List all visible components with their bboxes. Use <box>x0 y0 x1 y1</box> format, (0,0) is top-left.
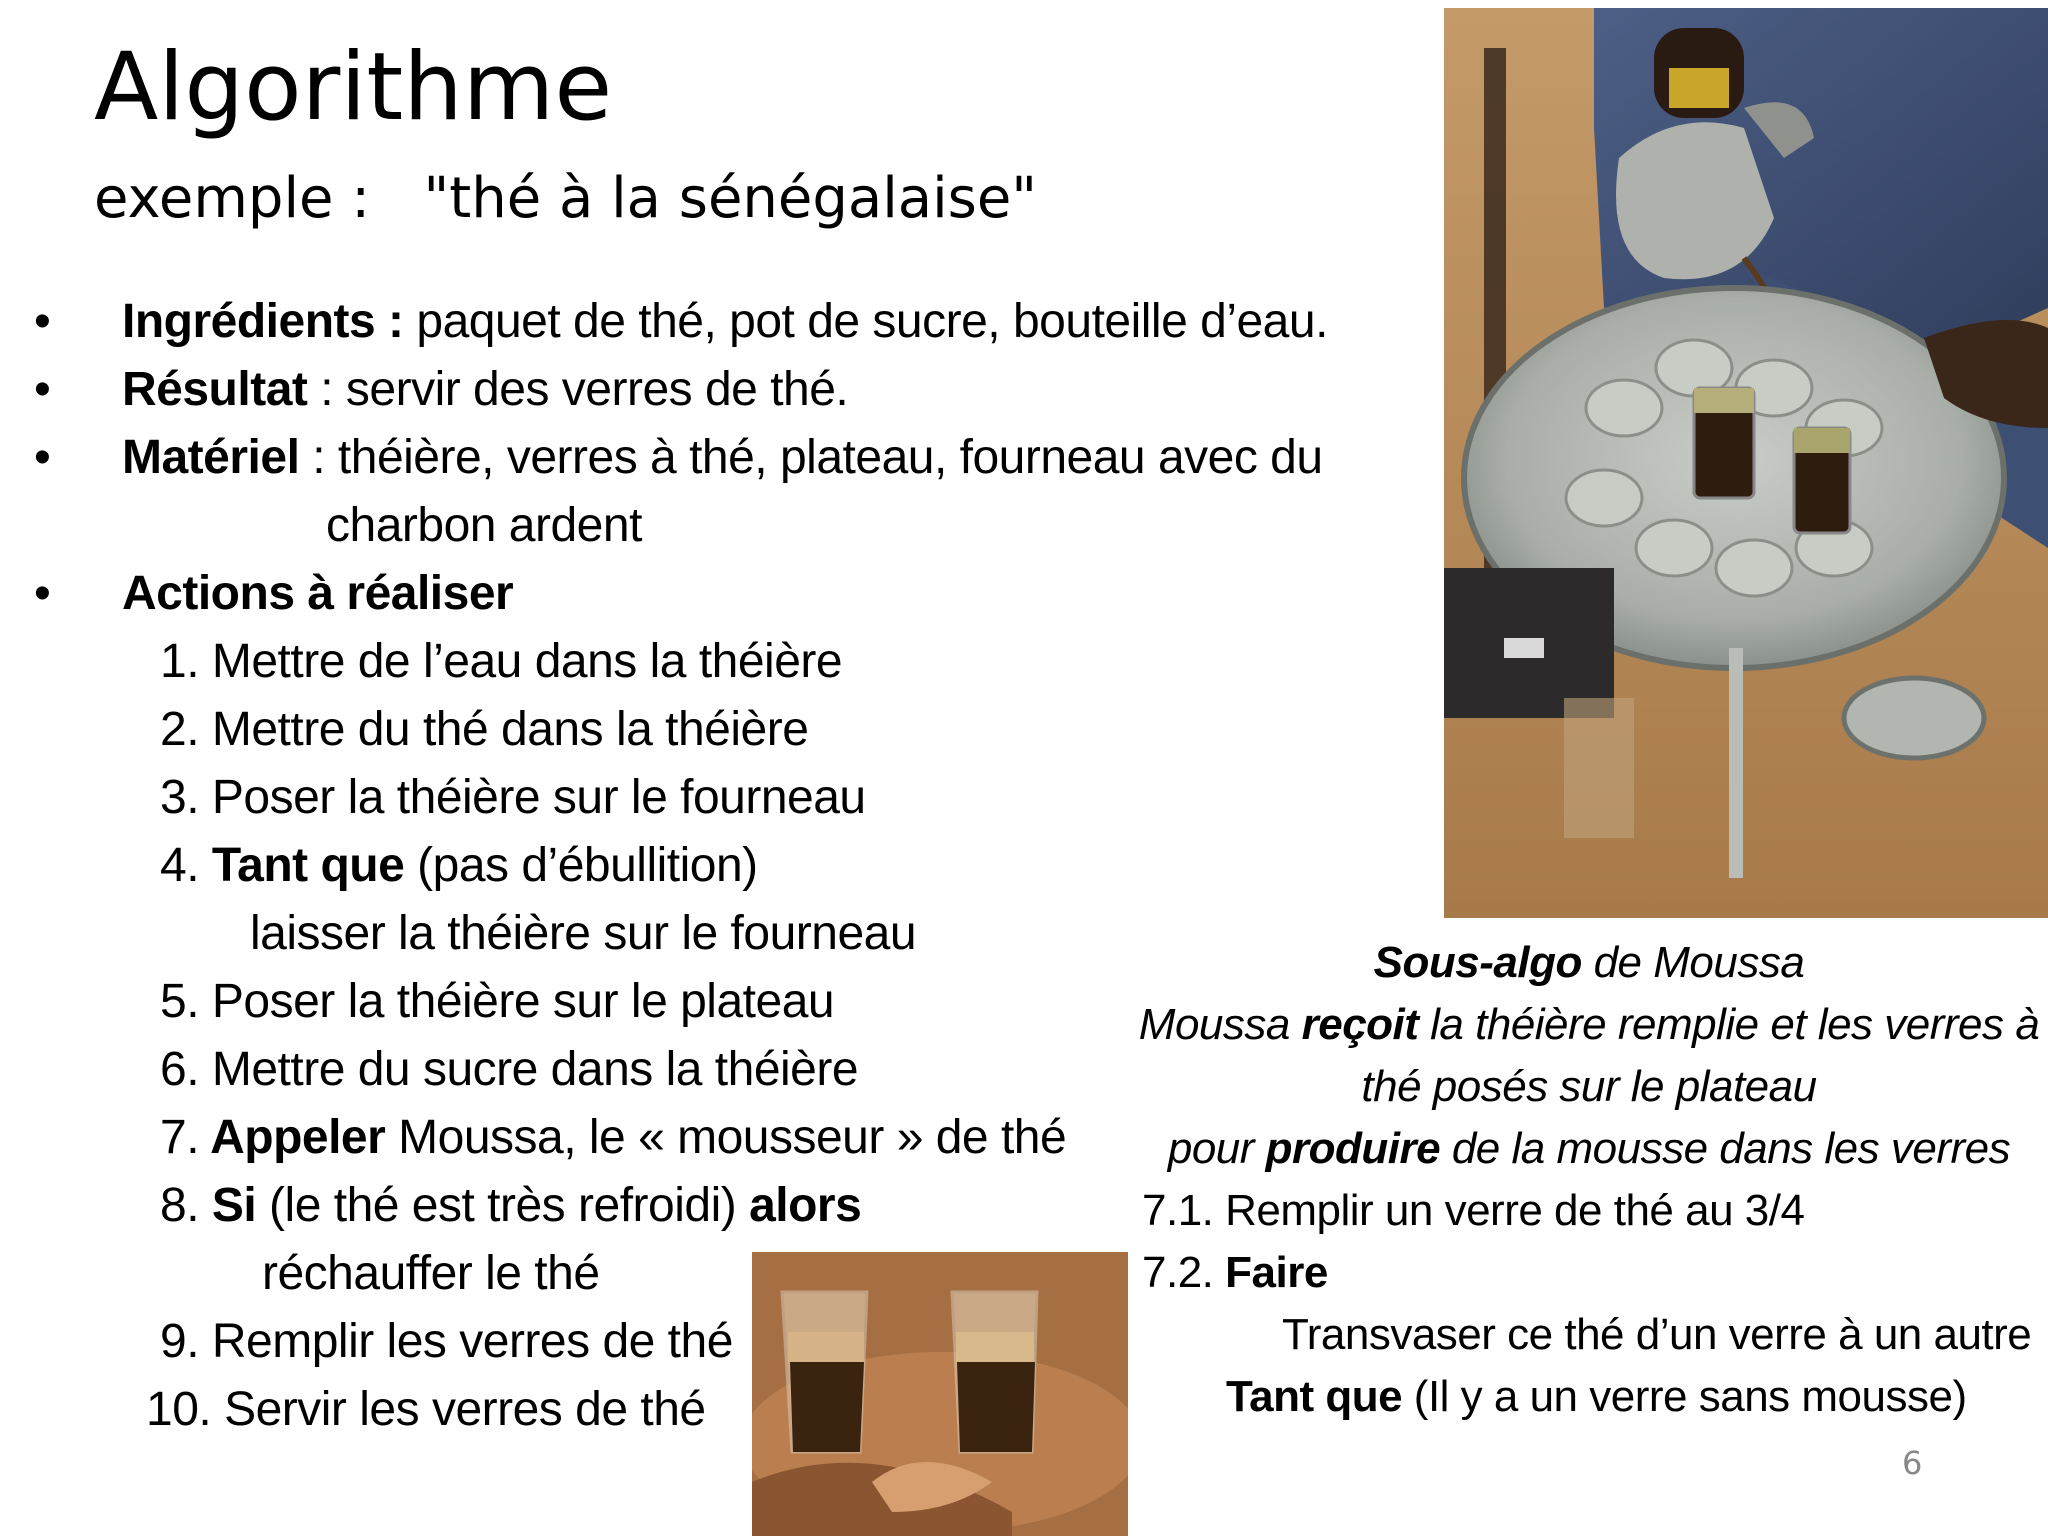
sous-algo-line1: Moussa reçoit la théière remplie et les verres à <box>1138 1000 2040 1049</box>
sous-algo-step-7-2-body: Transvaser ce thé d’un verre à un autre <box>1282 1310 2032 1359</box>
bullet-label: Ingrédients : <box>122 295 404 348</box>
step-5: 5. Poser la théière sur le plateau <box>160 975 835 1028</box>
step-2: 2. Mettre du thé dans la théière <box>160 703 809 756</box>
step-10: 10. Servir les verres de thé <box>146 1383 706 1436</box>
bullet-text: : théière, verres à thé, plateau, fourneau avec du <box>299 431 1323 484</box>
bullet-label: Actions à réaliser <box>122 567 514 620</box>
page-number: 6 <box>1902 1444 1923 1482</box>
sous-algo-step-7-2-until: Tant que (Il y a un verre sans mousse) <box>1226 1372 1967 1421</box>
tea-glasses-photo <box>752 1252 1128 1536</box>
step-8-body: réchauffer le thé <box>262 1247 600 1300</box>
sous-algo-line3: pour produire de la mousse dans les verres <box>1167 1124 2011 1173</box>
sous-algo-title: Sous-algo de Moussa <box>1373 938 1805 987</box>
slide-subtitle: exemple : "thé à la sénégalaise" <box>94 166 1038 231</box>
bullet-marker: • <box>34 567 51 620</box>
sous-algo-line2: thé posés sur le plateau <box>1361 1062 1817 1111</box>
bullet-text: paquet de thé, pot de sucre, bouteille d’eau. <box>403 295 1328 348</box>
tea-pouring-photo <box>1444 8 2048 918</box>
sous-algo <box>1130 932 2048 1428</box>
step-1: 1. Mettre de l’eau dans la théière <box>160 635 843 688</box>
bullet-marker: • <box>34 363 51 416</box>
bullet-marker: • <box>34 295 51 348</box>
step-4: 4. Tant que (pas d’ébullition) <box>160 839 758 892</box>
step-4-body: laisser la théière sur le fourneau <box>250 907 917 960</box>
step-8: 8. Si (le thé est très refroidi) alors <box>160 1179 862 1232</box>
step-7: 7. Appeler Moussa, le « mousseur » de thé <box>160 1111 1067 1164</box>
bullet-label: Résultat <box>122 363 308 416</box>
bullet-label: Matériel <box>122 431 300 484</box>
step-6: 6. Mettre du sucre dans la théière <box>160 1043 859 1096</box>
step-3: 3. Poser la théière sur le fourneau <box>160 771 866 824</box>
sous-algo-step-7-2: 7.2. Faire <box>1142 1248 1328 1297</box>
slide-title: Algorithme <box>94 33 613 142</box>
bullet-materiel-cont: charbon ardent <box>326 499 642 552</box>
bullet-marker: • <box>34 431 51 484</box>
sous-algo-step-7-1: 7.1. Remplir un verre de thé au 3/4 <box>1142 1186 1805 1235</box>
bullet-text: : servir des verres de thé. <box>307 363 849 416</box>
tea-glasses-illustration <box>752 1252 1128 1536</box>
step-9: 9. Remplir les verres de thé <box>160 1315 733 1368</box>
tea-pouring-illustration <box>1444 8 2048 918</box>
